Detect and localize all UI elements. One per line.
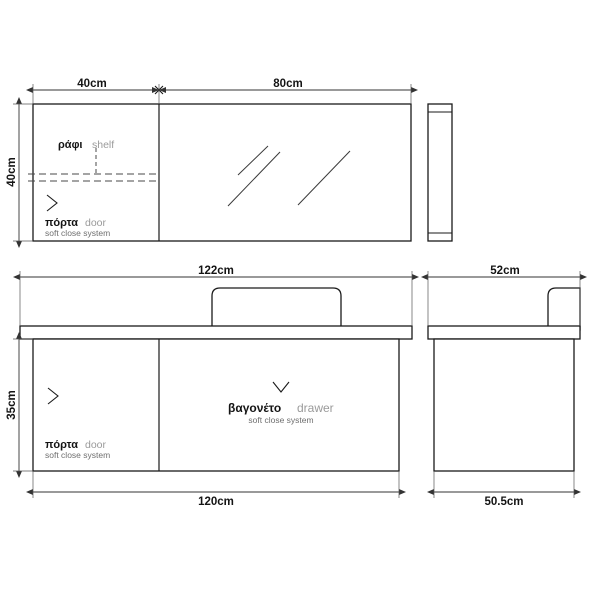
dimension-side-bottom-width (434, 471, 574, 508)
dim-side-bottom-width: 50.5cm (484, 496, 524, 508)
label-vanity-door-en: door (85, 439, 107, 451)
dim-side-top-width: 52cm (490, 265, 520, 277)
label-mirror-door-gr: πόρτα (45, 217, 79, 229)
label-drawer-sub: soft close system (248, 415, 314, 425)
dimension-vanity-bottom-width (33, 471, 399, 508)
vanity-side-view (428, 288, 580, 471)
dim-vanity-top-width: 122cm (198, 265, 234, 277)
mirror-cabinet-side-view (428, 104, 452, 241)
label-mirror-door-en: door (85, 217, 107, 229)
label-shelf-gr: ράφι (58, 139, 83, 151)
vanity-front-view (20, 288, 412, 471)
dim-vanity-height: 35cm (6, 390, 18, 420)
dimension-mirror-widths (33, 78, 411, 104)
label-vanity-door-gr: πόρτα (45, 439, 79, 451)
label-vanity-door-sub: soft close system (45, 450, 111, 460)
dim-mirror-left-width: 40cm (77, 78, 107, 90)
dimension-vanity-height (6, 339, 33, 471)
dim-mirror-right-width: 80cm (273, 78, 303, 90)
label-mirror-door-sub: soft close system (45, 228, 111, 238)
label-drawer-gr: βαγονέτο (228, 401, 282, 415)
dim-vanity-bottom-width: 120cm (198, 496, 234, 508)
label-drawer-en: drawer (297, 401, 334, 415)
label-shelf-en: shelf (92, 139, 115, 151)
dim-mirror-height: 40cm (6, 157, 18, 187)
dimension-mirror-height (6, 104, 33, 241)
